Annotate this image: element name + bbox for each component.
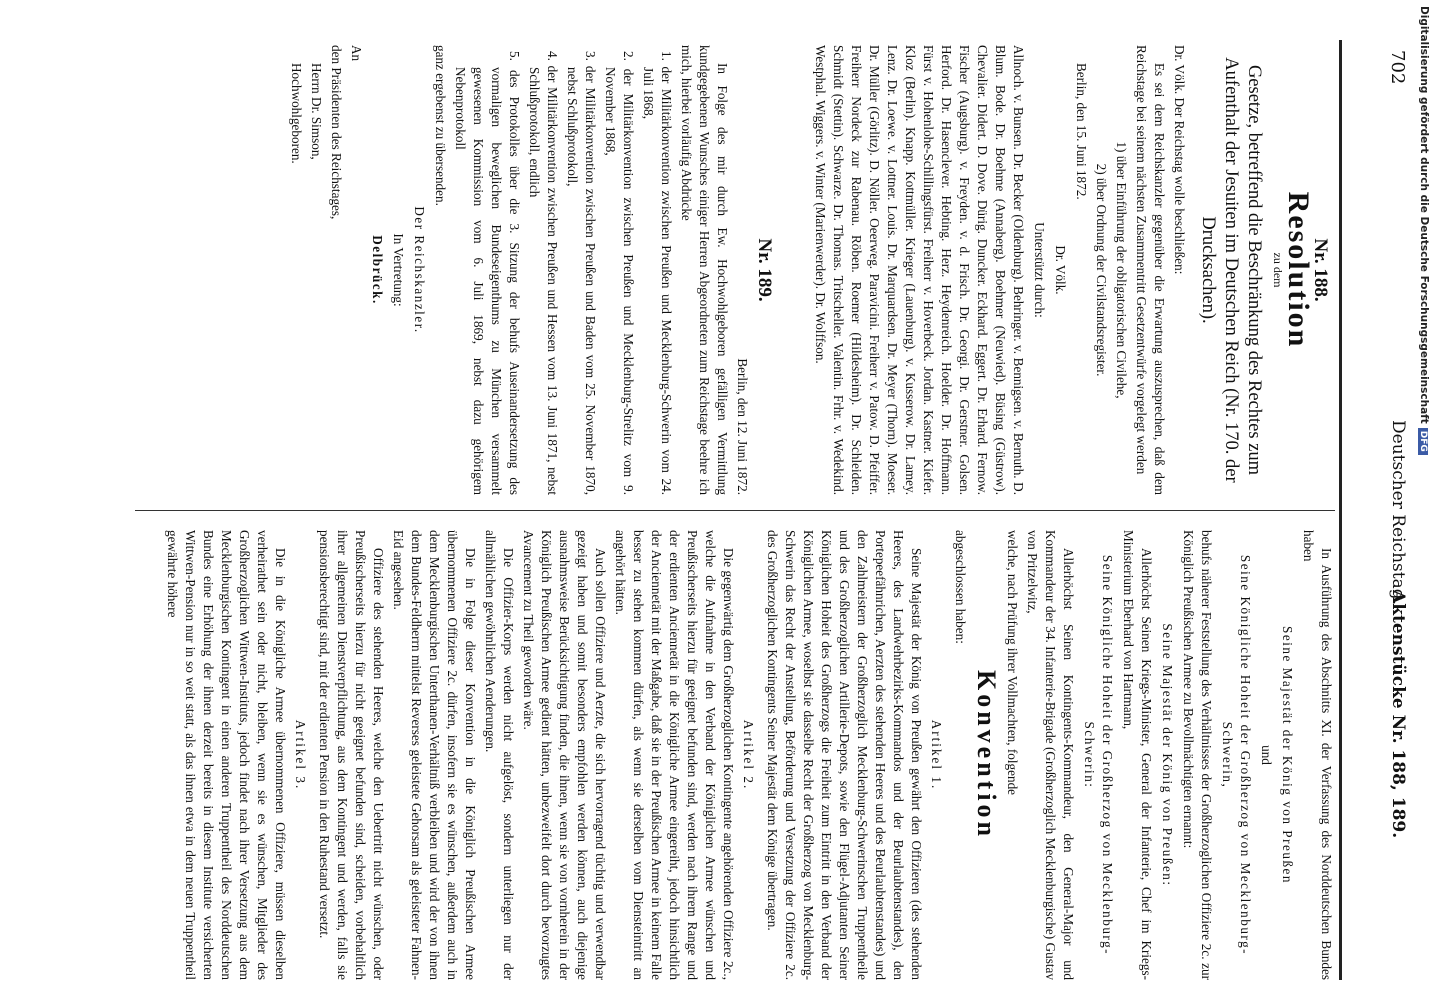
article-2-text: Auch sollen Offiziere und Aerzte, die sich hervorragend tüchtig und verwendbar gezeigt haben und somit besonders empfohlen werden können, auch diejenige ausnahmsweise Berücksichtigung finden, die ihnen, wenn sie von vornherein in der Königlich Preußischen Armee gedient hätten, unbezweifelt dort durch bevorzugtes Avancement zu Theil geworden wäre. — [521, 530, 608, 980]
convention-list — [451, 45, 675, 495]
article-2-heading: Artikel 2. — [741, 719, 756, 791]
article-1-heading: Artikel 1. — [929, 719, 944, 791]
plenipotentiary-prussia-heading: Seine Majestät der König von Preußen: — [1160, 623, 1175, 887]
article-2-text: Die in Folge dieser Konvention in die Königlich Preußischen Armee übernommenen Offiziere 2c. dürfen, insofern sie es wünschen, außerdem auch in dem Mecklenburgischen Unterthanen-Verhältniß verbleiben und wird der von ihnen dem Bundes-Feldherrn mittelst Reverses geleistete Gehorsam als geleisteter Fahnen-Eid angesehen. — [391, 530, 478, 980]
list-item: 1. der Militärkonvention zwischen Preußen und Mecklenburg-Schwerin vom 24. Juli 1868, — [641, 51, 674, 495]
running-title: Deutscher Reichstag. — [1388, 420, 1408, 605]
party-mecklenburg: Seine Königliche Hoheit der Großherzog von Mecklenburg-Schwerin, — [1220, 554, 1253, 956]
motion-item-1: 1) über Einführung der obligatorischen Civilehe, — [1114, 141, 1129, 399]
rotated-page — [20, 0, 1420, 1000]
article-3-text: Die in die Königliche Armee übernommenen Offiziere, müssen dieselben verheirathet sein oder nicht, bleiben, wenn sie es wünschen, Mitglieder des Großherzoglichen Wittwen-Instituts, jedoch findet nach ihrer Versetzung aus dem Mecklenburgischen Kontingent in einen anderen Truppentheil des Norddeutschen Bundes eine Erhöhung der ihnen derzeit bereits in diesem Institute versicherten Wittwen-Pension nur in so weit statt, als das ihnen etwa in dem neuen Truppentheil gewährte höhere — [165, 530, 288, 980]
konvention-heading: Konvention — [972, 669, 1001, 841]
right-column — [161, 530, 1335, 980]
letter-body: In Folge des mir durch Ew. Hochwohlgeboren gefälligen Vermittlung kundgegebenen Wunsches einiger Herren Abgeordneten zum Reichstage beehre ich mich, hierbei vorläufig Abdrücke — [679, 45, 730, 495]
purpose-text: behufs näherer Feststellung des Verhältnisses der Großherzoglichen Offiziere 2c. zur Königlich Preußischen Armee zu Bevollmächtigten ernannt: — [1181, 530, 1214, 980]
supporters-list: Allnoch. v. Bunsen. Dr. Becker (Oldenburg). Behringer. v. Bennigsen. v. Bernuth. D. Blum. Bode. Dr. Boehme (Annaberg). Boehmer (Neuwied). Büsing (Güstrow). Chevalier. Didert. D. Dove. Dürig. Duncker. Eckhard. Eggert. Dr. Erhard. Fernow. Fischer (Augsburg). v. Freyden. v. d. Frisch. Dr. Georgi. Dr. Gerstner. Golsen. Herford. Dr. Hasenclever. Hebting. Herz. Heydenreich. Hoelder. Dr. Hoffmann. Fürst v. Hohenlohe-Schillingsfürst. Freiherr v. Hoverbeck. Jordan. Kastner. Kiefer. Kloz (Berlin). Knapp. Kottmüller. Krieger (Lauenburg). v. Kusserow. Dr. Lamey. Lenz. Dr. Loewe. v. Lottner. Louis. Dr. Marquardsen. Dr. Meyer (Thorn). Moeser. Dr. Müller (Görlitz). D. Nöller. Oeerweg. Paravicini. Freiherr v. Patow. D. Pfeiffer. Freiherr Nordeck zur Rabenau. Röben. Roemer (Hildesheim). Dr. Schleiden. Schmidt (Stettin). Schwarze. Dr. Thomas. Tritscheller. Valentin. Frhr. v. Wedekind. Westphal. Wiggers. v. Winter (Marienwerder). Dr. Wolffson. — [813, 45, 1026, 495]
convention-preamble: In Ausführung des Abschnitts XI. der Verfassung des Norddeutschen Bundes haben — [1301, 530, 1334, 980]
section-number-189: Nr. 189. — [754, 238, 775, 302]
address-name: Herrn Dr. Simson, — [309, 63, 324, 160]
section-number-188: Nr. 188. — [1310, 238, 1331, 302]
article-1-text: Seine Majestät der König von Preußen gewährt den Offizieren (des stehenden Heeres, des Landwehrbezirks-Kommandos und der Beurlaubtenstandes), den Portepeefähnrichen, Aerzten des stehenden Heeres und des Beurlaubtenstandes) und den Zahlmeistern der Großherzoglich Mecklenburg-Schwerinschen Truppentheile und des Großherzoglichen Artillerie-Depots, sowie den Flügel-Adjutanten Seiner Königlichen Hoheit des Großherzogs die Freiheit zum Eintritt in den Verband der Königlichen Armee, woselbst sie dasselbe Recht der Großherzog von Mecklenburg-Schwerin das Recht der Anstellung, Beförderung und Versetzung der Offiziere 2c. des Großherzoglichen Kontingents Seiner Majestät dem Könige übertragen. — [765, 530, 924, 980]
left-column — [285, 45, 1335, 495]
page-header — [1378, 50, 1408, 950]
article-2-text: Offiziere des stehenden Heeres, welche den Uebertritt nicht wünschen, oder Preußischerseits hierzu für nicht geeignet befunden sind, scheiden, vorbehaltlich ihrer allgemeinen Dienstverpflichtung, aus dem Kontingent und werden, falls sie pensionsberechtigt sind, mit der erdienten Pension in den Ruhestand versetzt. — [317, 530, 386, 980]
article-2-text: Die gegenwärtig dem Großherzoglichen Kontingente angehörenden Offiziere 2c., welche die Aufnahme in den Verband der Königlichen Armee wünschen und Preußischerseits hierzu für geeignet befunden sind, werden nach ihrem Range und der erdienten Anciennetät in die Königliche Armee eingereiht, jedoch hinsichtlich der Anciennetät mit der Maßgabe, daß sie in der Preußischen Armee in keinem Falle besser zu stehen kommen dürfen, als wenn sie derselben vom Diensteintritt an angehört hätten. — [613, 530, 736, 980]
zu-dem: zu dem — [1271, 252, 1285, 288]
law-title: Gesetze, betreffend die Beschränkung des Rechtes zum Aufenthalt der Jesuiten im Deutschen Reich (Nr. 170. der Drucksachen). — [1198, 57, 1264, 483]
credit-text: Digitalisierung gefördert durch die Deutsche Forschungsgemeinschaft — [1418, 6, 1430, 424]
prufung-text: welche, nach Prüfung ihrer Vollmachten, folgende — [1005, 530, 1020, 796]
list-item: 2. der Militärkonvention zwischen Preußen und Mecklenburg-Strelitz vom 9. November 1868, — [603, 51, 636, 495]
signature-name: Delbrück. — [370, 235, 385, 305]
list-item: 5. des Protokolles über die 3. Sitzung der behufs Auseinandersetzung des vormaligen beweglichen Bundeseigenthums zu München versammelt gewesenen Kommission vom 6. Juli 1869, nebst dazu gehörigem Nebenprotokoll — [453, 51, 522, 495]
document-reference: Aktenstücke Nr. 188, 189. — [1388, 590, 1408, 839]
letter-date: Berlin, den 12. Juni 1872. — [735, 358, 750, 495]
motion-signature: Dr. Völk. — [1053, 245, 1068, 295]
letter-closing: ganz ergebenst zu übersenden. — [433, 45, 448, 206]
signature-deputy: In Vertretung: — [391, 233, 406, 307]
und: und — [1259, 745, 1274, 765]
article-3-heading: Artikel 3. — [293, 719, 308, 791]
dfg-credit — [1418, 6, 1432, 996]
list-item: 3. der Militärkonvention zwischen Preußen und Baden vom 25. November 1870, nebst Schlußprotokoll, — [565, 51, 598, 495]
motion-intro: Dr. Völk. Der Reichstag wolle beschließen: — [1172, 45, 1187, 275]
motion-text: Es sei dem Reichskanzler gegenüber die Erwartung auszusprechen, daß dem Reichstage bei seinem nächsten Zusammentritt Gesetzentwürfe vorgelegt werden — [1134, 45, 1167, 495]
plenipotentiary-mecklenburg-heading: Seine Königliche Hoheit der Großherzog von Mecklenburg-Schwerin: — [1082, 554, 1115, 956]
column-divider — [135, 510, 1335, 511]
list-item: 4. der Militärkonvention zwischen Preußen und Hessen vom 13. Juni 1871, nebst Schlußprotokoll, endlich — [527, 51, 560, 495]
address-an: An — [349, 45, 364, 62]
motion-date: Berlin, den 15. Juni 1872. — [1074, 63, 1089, 200]
resolution-heading: Resolution — [1282, 191, 1315, 349]
page-number: 702 — [1387, 50, 1408, 85]
address-honorific: Hochwohlgeboren. — [289, 63, 304, 164]
address-recipient: den Präsidenten des Reichstages, — [329, 45, 344, 220]
plenipotentiary-mecklenburg: Allerhöchst Seinen Kontingents-Kommandeur, den General-Major und Kommandeur der 34. Infanterie-Brigade (Großherzoglich Mecklenburgische) Gustav von Pritzelwitz, — [1025, 530, 1076, 980]
party-prussia: Seine Majestät der König von Preußen — [1280, 626, 1295, 884]
supported-by: Unterstützt durch: — [1032, 222, 1047, 318]
header-rule — [1339, 40, 1342, 980]
signature-chancellor: Der Reichskanzler. — [412, 206, 427, 334]
motion-item-2: 2) über Ordnung der Civilstandsregister. — [1094, 163, 1109, 377]
abgeschlossen: abgeschlossen haben: — [953, 530, 968, 644]
article-2-text: Die Offizier-Korps werden nicht aufgelöst, sondern unterliegen nur der allmählichen gewöhnlichen Aenderungen. — [483, 530, 516, 980]
dfg-logo: DFG — [1418, 428, 1428, 455]
plenipotentiary-prussia: Allerhöchst Seinen Kriegs-Minister, General der Infanterie, Chef im Kriegs-Ministerium Eberhard von Hartmann, — [1121, 530, 1154, 980]
